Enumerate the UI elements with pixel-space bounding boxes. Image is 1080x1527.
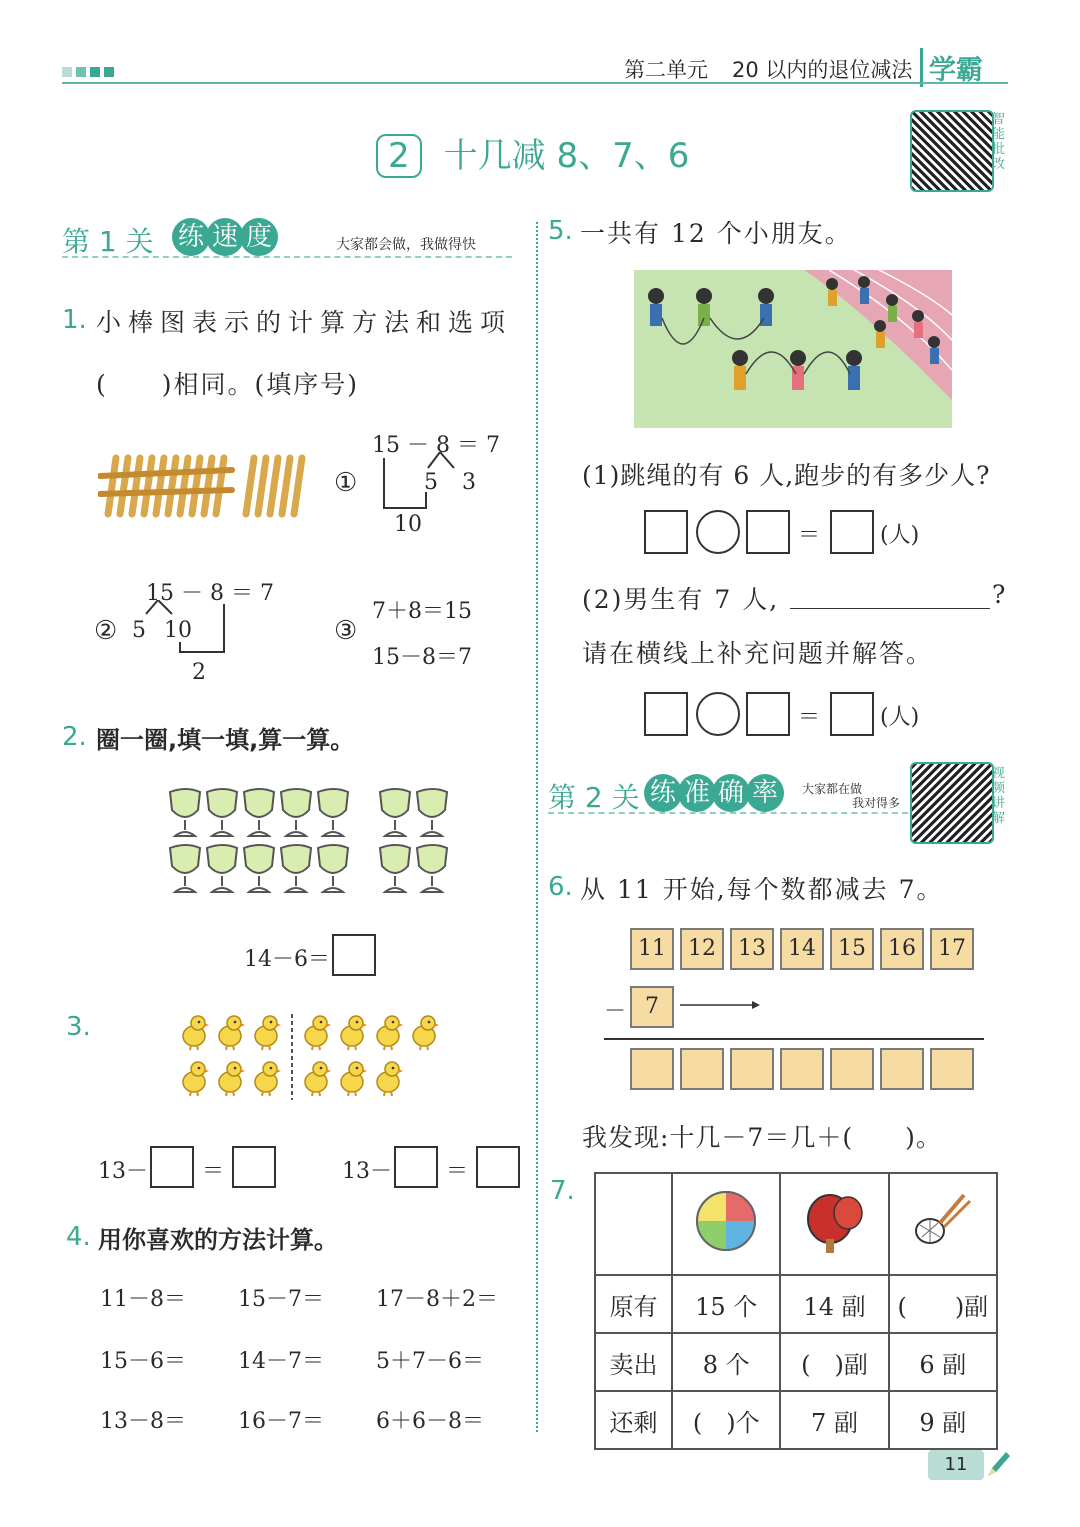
q2-text: 圈一圈,填一填,算一算。 (96, 726, 355, 754)
q1-number: 1. (62, 305, 87, 335)
q1-opt1-a: 5 (424, 470, 438, 495)
badge-char: 速 (206, 218, 244, 256)
q3-box-a2[interactable] (232, 1146, 276, 1188)
q7-cell: 6 副 (889, 1333, 997, 1391)
q7-cell: 9 副 (889, 1391, 997, 1449)
q7-cell[interactable]: ( )个 (672, 1391, 780, 1449)
q4-cell: 5＋7－6＝ (376, 1349, 484, 1374)
q6-minus: － (604, 999, 627, 1024)
q4-cell: 16－7＝ (238, 1409, 324, 1434)
qr-code-grading[interactable] (910, 110, 994, 192)
badge-char: 度 (240, 218, 278, 256)
q6-answer-box[interactable] (930, 1048, 974, 1090)
q1-text2: ( )相同。(填序号) (96, 370, 360, 399)
q3-eq-a: 13－ (98, 1159, 148, 1184)
header-topic: 20 以内的退位减法 (732, 58, 913, 82)
q5-part1: (1)跳绳的有 6 人,跑步的有多少人? (582, 461, 991, 490)
q4-cell: 14－7＝ (238, 1349, 324, 1374)
q7-cell: 15 个 (672, 1275, 780, 1333)
q7-cell[interactable]: ( )副 (780, 1333, 888, 1391)
q3-box-b1[interactable] (394, 1146, 438, 1188)
header-rule (62, 82, 1008, 84)
q6-subtrahend: 7 (630, 986, 674, 1028)
q5-part2: (2)男生有 7 人, (582, 585, 780, 614)
q6-arrow (680, 998, 760, 1012)
q5-p1-unit: (人) (880, 523, 920, 548)
q5-p1-operator[interactable] (696, 510, 740, 554)
q4-cell: 6＋6－8＝ (376, 1409, 484, 1434)
q7-cell[interactable]: ( )副 (889, 1275, 997, 1333)
section1-stage: 第 1 关 (62, 225, 154, 258)
q2-answer-box[interactable] (332, 934, 376, 976)
badminton-racket-icon (908, 1189, 978, 1253)
q5-text: 一共有 12 个小朋友。 (580, 219, 852, 248)
children-playing-image (634, 270, 952, 428)
q3-eq-b: 13－ (342, 1159, 392, 1184)
q1-opt2-a: 5 (132, 618, 146, 643)
pencil-icon (984, 1448, 1012, 1480)
q7-row-label: 卖出 (595, 1333, 672, 1391)
q7-row-label: 原有 (595, 1275, 672, 1333)
ball-icon (694, 1189, 758, 1253)
q4-cell: 17－8＋2＝ (376, 1287, 498, 1312)
q4-cell: 13－8＝ (100, 1409, 186, 1434)
q1-opt3-line1: 7＋8＝15 (372, 599, 472, 624)
q3-box-b2[interactable] (476, 1146, 520, 1188)
section2-slogan-2: 我对得多 (852, 796, 901, 810)
q1-opt2-diff: 2 (192, 660, 206, 685)
q1-opt2-eq: 15 － 8 ＝ 7 (146, 581, 274, 606)
section1-badges (172, 218, 274, 256)
q7-ball-header (672, 1173, 780, 1275)
page-number-text: 11 (944, 1454, 968, 1475)
q6-answer-box[interactable] (830, 1048, 874, 1090)
badge-char: 率 (746, 774, 784, 812)
section2-rule (548, 812, 908, 814)
q4-cell: 15－7＝ (238, 1287, 324, 1312)
q5-part2-blank[interactable] (790, 608, 990, 609)
q6-number-box: 12 (680, 928, 724, 970)
lesson-name: 十几减 8、7、6 (443, 136, 690, 176)
q6-text: 从 11 开始,每个数都减去 7。 (580, 875, 944, 904)
q7-racket-header (889, 1173, 997, 1275)
q6-number-box: 11 (630, 928, 674, 970)
q5-p1-box1[interactable] (644, 510, 688, 554)
section1-slogan: 大家都会做，我做得快 (336, 237, 476, 253)
q6-answer-box[interactable] (630, 1048, 674, 1090)
chicks-image (176, 1010, 442, 1102)
page-number (928, 1450, 984, 1480)
q7-row-label: 还剩 (595, 1391, 672, 1449)
q1-opt1-sum: 10 (394, 512, 422, 537)
q6-finding: 我发现:十几－7＝几＋( )。 (582, 1123, 942, 1152)
q6-number-box: 17 (930, 928, 974, 970)
sticks-image (98, 452, 310, 518)
q5-p2-equals: ＝ (798, 705, 821, 730)
q2-number: 2. (62, 722, 87, 752)
q5-part2-instruction: 请在横线上补充问题并解答。 (582, 639, 934, 668)
lesson-title (376, 128, 689, 178)
q7-cell: 8 个 (672, 1333, 780, 1391)
q6-answer-box[interactable] (780, 1048, 824, 1090)
q1-opt2-b: 10 (164, 618, 192, 643)
q5-p1-equals: ＝ (798, 523, 821, 548)
q1-text: 小棒图表示的计算方法和选项 (96, 308, 513, 337)
q6-answer-box[interactable] (880, 1048, 924, 1090)
q5-p2-operator[interactable] (696, 692, 740, 736)
q4-number: 4. (66, 1222, 91, 1252)
q3-equals-a: ＝ (202, 1159, 225, 1184)
q5-part2-qmark: ? (992, 580, 1008, 609)
q3-box-a1[interactable] (150, 1146, 194, 1188)
q1-opt3-label: ③ (334, 616, 358, 646)
header-unit: 第二单元 (624, 58, 708, 82)
qr-code-video[interactable] (910, 762, 994, 844)
q4-cell: 11－8＝ (100, 1287, 186, 1312)
qr-label-video: 视频讲解 (992, 766, 1006, 826)
qr-label-grading: 智能批改 (992, 112, 1006, 172)
q7-number: 7. (550, 1176, 575, 1206)
badge-char: 练 (644, 774, 682, 812)
q7-table (594, 1172, 998, 1450)
q1-opt1-b: 3 (462, 470, 476, 495)
section2-slogan-1: 大家都在做 (802, 782, 863, 796)
q2-equation: 14－6＝ (244, 947, 330, 972)
q6-number-box: 15 (830, 928, 874, 970)
ping-pong-paddle-icon (800, 1189, 870, 1253)
q5-p1-answer[interactable] (830, 510, 874, 554)
badge-char: 确 (712, 774, 750, 812)
q5-p1-box2[interactable] (746, 510, 790, 554)
header-brand: 学霸 (920, 48, 983, 87)
cups-image (160, 778, 460, 896)
q5-p2-box1[interactable] (644, 692, 688, 736)
q7-cell: 14 副 (780, 1275, 888, 1333)
section2-stage: 第 2 关 (548, 781, 640, 814)
q6-answer-box[interactable] (680, 1048, 724, 1090)
section2-badges (644, 774, 780, 812)
badge-char: 练 (172, 218, 210, 256)
q6-answer-box[interactable] (730, 1048, 774, 1090)
header-decor (62, 62, 114, 81)
badge-char: 准 (678, 774, 716, 812)
q4-text: 用你喜欢的方法计算。 (98, 1226, 338, 1254)
q1-opt2-label: ② (94, 616, 118, 646)
q4-cell: 15－6＝ (100, 1349, 186, 1374)
q5-p2-answer[interactable] (830, 692, 874, 736)
q1-opt1-label: ① (334, 468, 358, 498)
q1-opt3-line2: 15－8＝7 (372, 645, 472, 670)
q3-number: 3. (66, 1012, 91, 1042)
q6-number-box: 13 (730, 928, 774, 970)
section1-rule (62, 256, 512, 258)
q1-opt1-eq: 15 － 8 ＝ 7 (372, 433, 500, 458)
q3-equals-b: ＝ (446, 1159, 469, 1184)
q5-p2-box2[interactable] (746, 692, 790, 736)
q5-p2-unit: (人) (880, 705, 920, 730)
lesson-number: 2 (376, 134, 422, 178)
q7-corner (595, 1173, 672, 1275)
q6-number-box: 16 (880, 928, 924, 970)
q5-number: 5. (548, 216, 573, 246)
q6-rule (604, 1038, 984, 1040)
q6-number: 6. (548, 872, 573, 902)
q6-number-box: 14 (780, 928, 824, 970)
q7-paddle-header (780, 1173, 888, 1275)
column-divider (536, 222, 538, 1432)
q7-cell: 7 副 (780, 1391, 888, 1449)
